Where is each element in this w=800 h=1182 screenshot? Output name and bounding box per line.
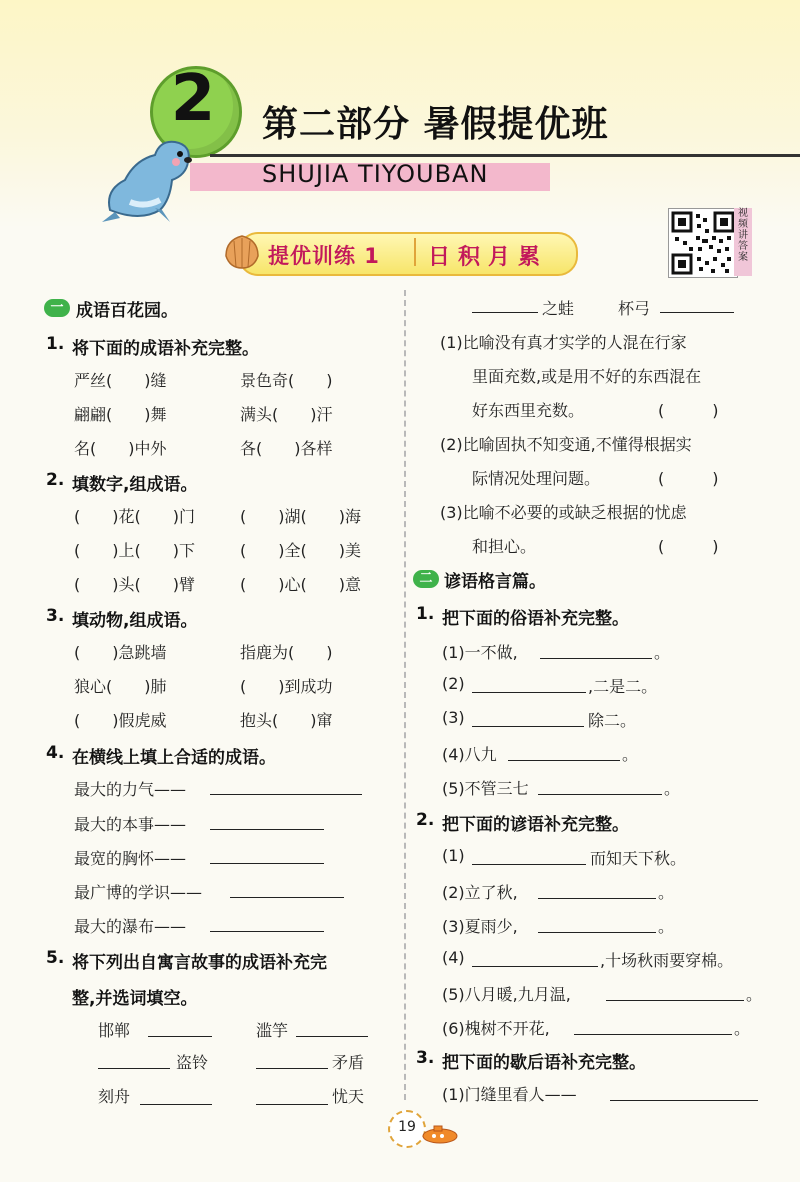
idiom-blank[interactable]: ( )急跳墙 (74, 643, 167, 662)
idiom-blank[interactable]: 抱头( )窜 (240, 711, 333, 730)
proverb-text: 。 (734, 1019, 751, 1038)
idiom-blank[interactable]: ( )头( )臂 (74, 575, 195, 594)
proverb-text: 。 (658, 883, 675, 902)
shell-icon (222, 232, 262, 272)
fill-prompt: 最广博的学识—— (74, 883, 203, 902)
answer-line[interactable] (540, 644, 652, 659)
answer-line[interactable] (256, 1090, 328, 1105)
idiom-blank[interactable]: 狼心( )肺 (74, 677, 167, 696)
question-text: 将下面的成语补充完整。 (72, 339, 259, 359)
fable-word: 杯弓 (618, 299, 651, 318)
question-text: 把下面的谚语补充完整。 (442, 815, 629, 835)
answer-line[interactable] (210, 815, 324, 830)
answer-line[interactable] (538, 884, 656, 899)
idiom-blank[interactable]: 满头( )汗 (240, 405, 333, 424)
header-rule (210, 154, 800, 157)
proverb-text: (4) (442, 948, 465, 967)
proverb-text: 除二。 (588, 711, 637, 730)
idiom-blank[interactable]: 景色奇( ) (240, 371, 333, 390)
fable-word: 滥竽 (256, 1021, 289, 1040)
question-number: 5. (46, 948, 65, 968)
proverb-text: (1)门缝里看人—— (442, 1085, 577, 1104)
answer-line[interactable] (98, 1054, 170, 1069)
definition-text: 际情况处理问题。 (472, 469, 601, 488)
answer-line[interactable] (230, 883, 344, 898)
definition-text: 好东西里充数。 (472, 401, 585, 420)
question-text: 把下面的俗语补充完整。 (442, 609, 629, 629)
idiom-blank[interactable]: 名( )中外 (74, 439, 167, 458)
idiom-blank[interactable]: 指鹿为( ) (240, 643, 333, 662)
idiom-blank[interactable]: ( )心( )意 (240, 575, 361, 594)
proverb-text: (5)八月暖,九月温, (442, 985, 571, 1004)
section-badge-2: 二 (413, 570, 439, 588)
section-title-2: 谚语格言篇。 (444, 572, 546, 592)
answer-line[interactable] (472, 850, 586, 865)
fable-word: 忧天 (332, 1087, 365, 1106)
proverb-text: (4)八九 (442, 745, 497, 764)
column-divider (404, 290, 406, 1100)
proverb-text: 。 (664, 779, 681, 798)
proverb-text: (2) (442, 674, 465, 693)
answer-line[interactable] (210, 849, 324, 864)
lesson-topic: 日积月累 (428, 245, 549, 270)
submarine-icon (420, 1124, 460, 1144)
proverb-text: (2)立了秋, (442, 883, 518, 902)
fill-prompt: 最大的力气—— (74, 780, 187, 799)
section-badge-1: 一 (44, 299, 70, 317)
qr-label: 视频讲答案 (734, 208, 752, 276)
definition-text: 和担心。 (472, 537, 537, 556)
proverb-text: ,二是二。 (588, 677, 658, 696)
idiom-blank[interactable]: ( )花( )门 (74, 507, 195, 526)
idiom-blank[interactable]: ( )到成功 (240, 677, 333, 696)
page-number: 19 (398, 1119, 416, 1135)
answer-line[interactable] (296, 1022, 368, 1037)
answer-line[interactable] (508, 746, 620, 761)
question-number: 3. (416, 1048, 435, 1068)
fill-prompt: 最大的瀑布—— (74, 917, 187, 936)
question-text-cont: 整,并选词填空。 (72, 989, 198, 1009)
proverb-text: (1) (442, 846, 465, 865)
proverb-text: (3)夏雨少, (442, 917, 518, 936)
idiom-blank[interactable]: 翩翩( )舞 (74, 405, 167, 424)
fill-prompt: 最宽的胸怀—— (74, 849, 187, 868)
proverb-text: (3) (442, 708, 465, 727)
answer-line[interactable] (606, 986, 744, 1001)
answer-line[interactable] (610, 1086, 758, 1101)
proverb-text: 而知天下秋。 (590, 849, 687, 868)
fable-word: 之蛙 (542, 299, 575, 318)
definition-text: (1)比喻没有真才实学的人混在行家 (440, 333, 687, 352)
idiom-blank[interactable]: 各( )各样 (240, 439, 333, 458)
question-text: 填数字,组成语。 (72, 475, 198, 495)
idiom-blank[interactable]: ( )上( )下 (74, 541, 195, 560)
proverb-text: ,十场秋雨要穿棉。 (600, 951, 734, 970)
answer-line[interactable] (472, 712, 584, 727)
question-text: 在横线上填上合适的成语。 (72, 748, 276, 768)
section-title-1: 成语百花园。 (76, 301, 178, 321)
fable-word: 邯郸 (98, 1021, 131, 1040)
proverb-text: (5)不管三七 (442, 779, 529, 798)
answer-line[interactable] (140, 1090, 212, 1105)
answer-line[interactable] (472, 952, 598, 967)
pinyin-title: SHUJIA TIYOUBAN (262, 160, 489, 188)
question-text: 填动物,组成语。 (72, 611, 198, 631)
answer-line[interactable] (256, 1054, 328, 1069)
fable-word: 盗铃 (176, 1053, 209, 1072)
fable-word: 矛盾 (332, 1053, 365, 1072)
proverb-text: 。 (622, 745, 639, 764)
answer-line[interactable] (538, 918, 656, 933)
fable-word: 刻舟 (98, 1087, 131, 1106)
question-text: 把下面的歇后语补充完整。 (442, 1053, 646, 1073)
answer-paren[interactable]: ( ) (658, 537, 719, 556)
answer-line[interactable] (210, 780, 362, 795)
question-number: 2. (416, 810, 435, 830)
fill-prompt: 最大的本事—— (74, 815, 187, 834)
idiom-blank[interactable]: ( )全( )美 (240, 541, 361, 560)
answer-paren[interactable]: ( ) (658, 401, 719, 420)
qr-code-icon (669, 209, 737, 277)
proverb-text: 。 (658, 917, 675, 936)
question-text: 将下列出自寓言故事的成语补充完 (72, 953, 327, 973)
seal-mascot-icon (100, 130, 210, 225)
question-number: 1. (416, 604, 435, 624)
definition-text: (2)比喻固执不知变通,不懂得根据实 (440, 435, 692, 454)
answer-line[interactable] (210, 917, 324, 932)
idiom-blank[interactable]: 严丝( )缝 (74, 371, 167, 390)
answer-line[interactable] (472, 678, 586, 693)
proverb-text: 。 (654, 643, 671, 662)
question-number: 3. (46, 606, 65, 626)
definition-text: 里面充数,或是用不好的东西混在 (472, 367, 702, 386)
definition-text: (3)比喻不必要的或缺乏根据的忧虑 (440, 503, 687, 522)
answer-line[interactable] (148, 1022, 212, 1037)
qr-code[interactable] (668, 208, 738, 278)
part-title: 第二部分 暑假提优班 (262, 104, 609, 145)
idiom-blank[interactable]: ( )湖( )海 (240, 507, 361, 526)
question-number: 4. (46, 743, 65, 763)
proverb-text: (1)一不做, (442, 643, 518, 662)
lesson-label: 提优训练 1 (268, 244, 380, 268)
answer-line[interactable] (574, 1020, 732, 1035)
question-number: 2. (46, 470, 65, 490)
answer-line[interactable] (472, 298, 538, 313)
answer-line[interactable] (538, 780, 662, 795)
answer-paren[interactable]: ( ) (658, 469, 719, 488)
question-number: 1. (46, 334, 65, 354)
proverb-text: (6)槐树不开花, (442, 1019, 550, 1038)
part-number: 2 (170, 62, 216, 136)
banner-separator (414, 238, 416, 266)
answer-line[interactable] (660, 298, 734, 313)
idiom-blank[interactable]: ( )假虎威 (74, 711, 167, 730)
proverb-text: 。 (746, 985, 763, 1004)
